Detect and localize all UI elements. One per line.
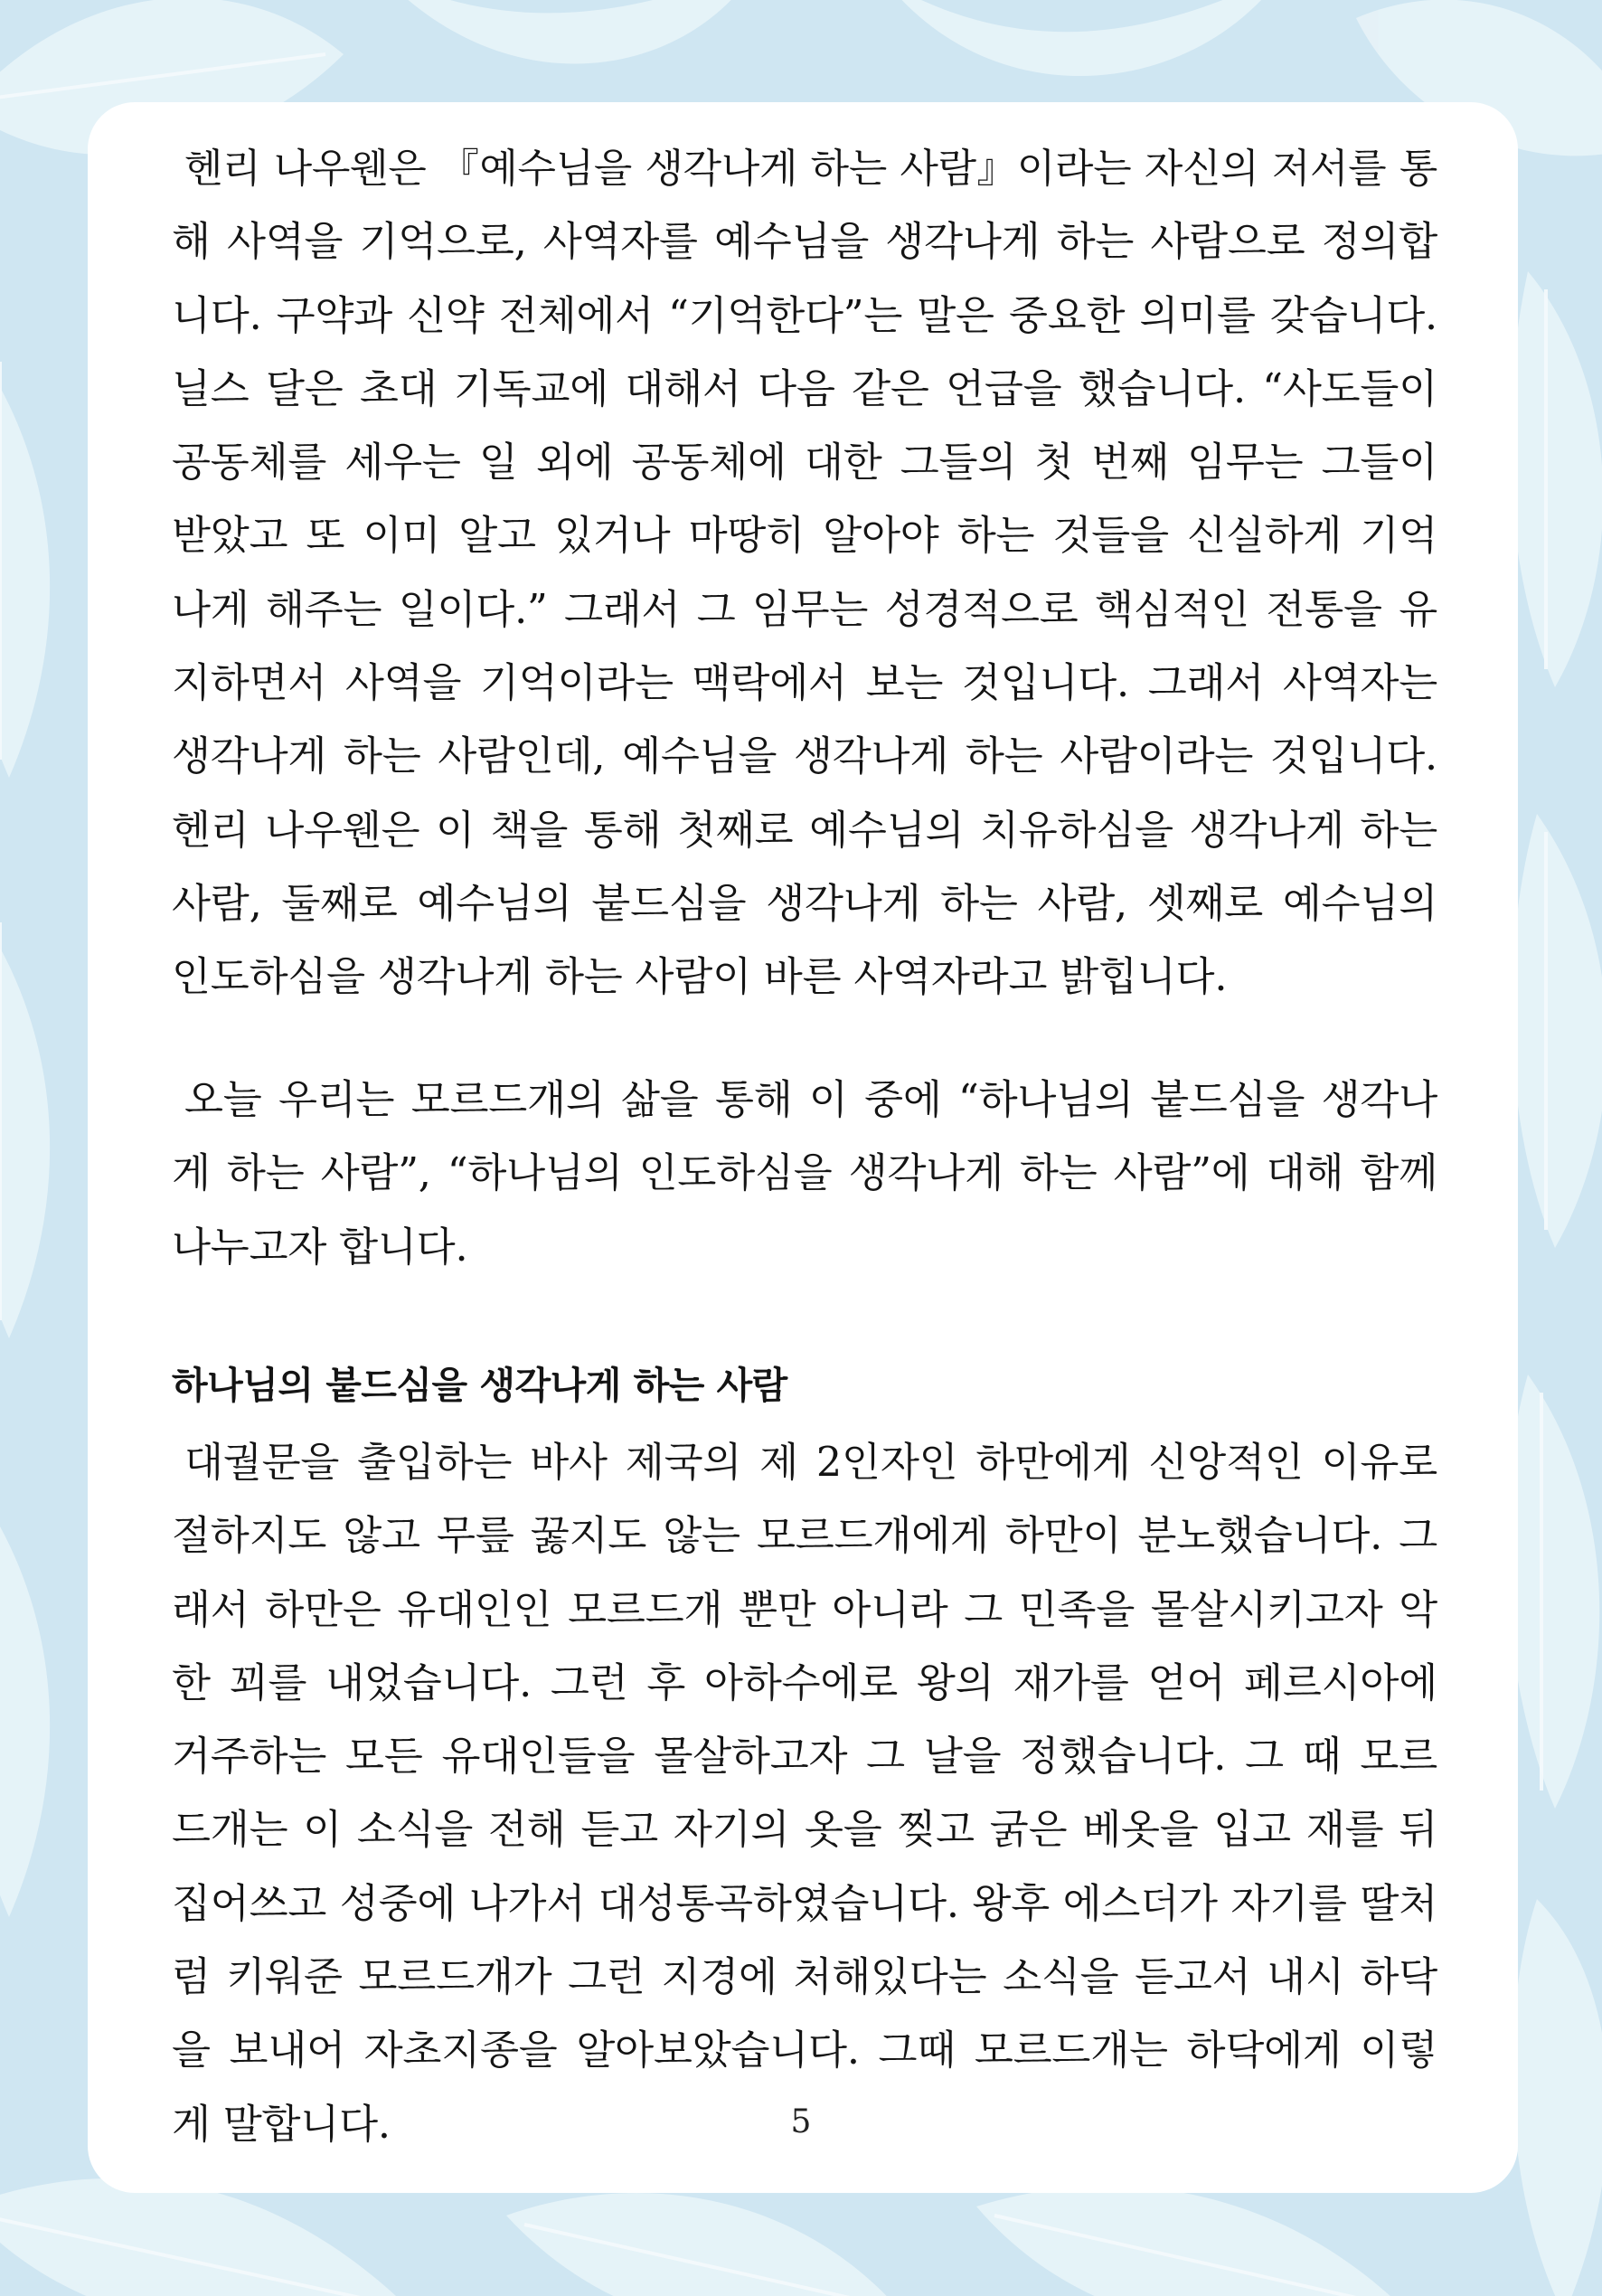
text-line: 지하면서 사역을 기억이라는 맥락에서 보는 것입니다. 그래서 사역자는 xyxy=(172,660,1437,707)
text-line: 드개는 이 소식을 전해 듣고 자기의 옷을 찢고 굵은 베옷을 입고 재를 뒤 xyxy=(172,1807,1437,1854)
text-line: 닐스 달은 초대 기독교에 대해서 다음 같은 언급을 했습니다. “사도들이 xyxy=(172,365,1437,412)
text-line: 한 꾀를 내었습니다. 그런 후 아하수에로 왕의 재가를 얻어 페르시아에 xyxy=(172,1659,1437,1706)
page-number: 5 xyxy=(790,2103,812,2140)
text-line: 절하지도 않고 무릎 꿇지도 않는 모르드개에게 하만이 분노했습니다. 그 xyxy=(172,1513,1437,1560)
paragraph-henri-nouwen xyxy=(172,132,1437,1015)
text-line: 나게 해주는 일이다.” 그래서 그 임무는 성경적으로 핵심적인 전통을 유 xyxy=(172,586,1437,633)
text-line: 럼 키워준 모르드개가 그런 지경에 처해있다는 소식을 듣고서 내시 하닥 xyxy=(172,1954,1437,2001)
text-line: 나누고자 합니다. xyxy=(172,1224,468,1271)
text-line: 니다. 구약과 신약 전체에서 “기억한다”는 말은 중요한 의미를 갖습니다. xyxy=(172,292,1437,339)
text-line: 인도하심을 생각나게 하는 사람이 바른 사역자라고 밝힙니다. xyxy=(172,954,1228,1001)
text-line: 받았고 또 이미 알고 있거나 마땅히 알아야 하는 것들을 신실하게 기억 xyxy=(172,513,1437,560)
text-line: 헨리 나우웬은 『예수님을 생각나게 하는 사람』이라는 자신의 저서를 통 xyxy=(184,146,1437,192)
text-line: 게 하는 사람”, “하나님의 인도하심을 생각나게 하는 사람”에 대해 함께 xyxy=(172,1150,1437,1197)
text-line: 대궐문을 출입하는 바사 제국의 제 2인자인 하만에게 신앙적인 이유로 xyxy=(184,1440,1437,1486)
text-line: 해 사역을 기억으로, 사역자를 예수님을 생각나게 하는 사람으로 정의합 xyxy=(172,219,1437,266)
text-line: 헨리 나우웬은 이 책을 통해 첫째로 예수님의 치유하심을 생각나게 하는 xyxy=(172,807,1437,854)
text-line: 사람, 둘째로 예수님의 붙드심을 생각나게 하는 사람, 셋째로 예수님의 xyxy=(172,880,1437,927)
text-line: 집어쓰고 성중에 나가서 대성통곡하였습니다. 왕후 에스더가 자기를 딸처 xyxy=(172,1880,1437,1927)
paragraph-mordecai-story xyxy=(172,1426,1437,2161)
text-line: 게 말합니다. xyxy=(172,2101,391,2148)
text-line: 래서 하만은 유대인인 모르드개 뿐만 아니라 그 민족을 몰살시키고자 악 xyxy=(172,1586,1437,1633)
text-line: 오늘 우리는 모르드개의 삶을 통해 이 중에 “하나님의 붙드심을 생각나 xyxy=(184,1077,1437,1123)
section-heading: 하나님의 붙드심을 생각나게 하는 사람 xyxy=(172,1364,787,1407)
text-line: 생각나게 하는 사람인데, 예수님을 생각나게 하는 사람이라는 것입니다. xyxy=(172,733,1437,780)
text-line: 공동체를 세우는 일 외에 공동체에 대한 그들의 첫 번째 임무는 그들이 xyxy=(172,439,1437,487)
paragraph-mordecai-intro xyxy=(172,1063,1437,1284)
text-line: 을 보내어 자초지종을 알아보았습니다. 그때 모르드개는 하닥에게 이렇 xyxy=(172,2027,1437,2074)
text-line: 거주하는 모든 유대인들을 몰살하고자 그 날을 정했습니다. 그 때 모르 xyxy=(172,1734,1437,1781)
